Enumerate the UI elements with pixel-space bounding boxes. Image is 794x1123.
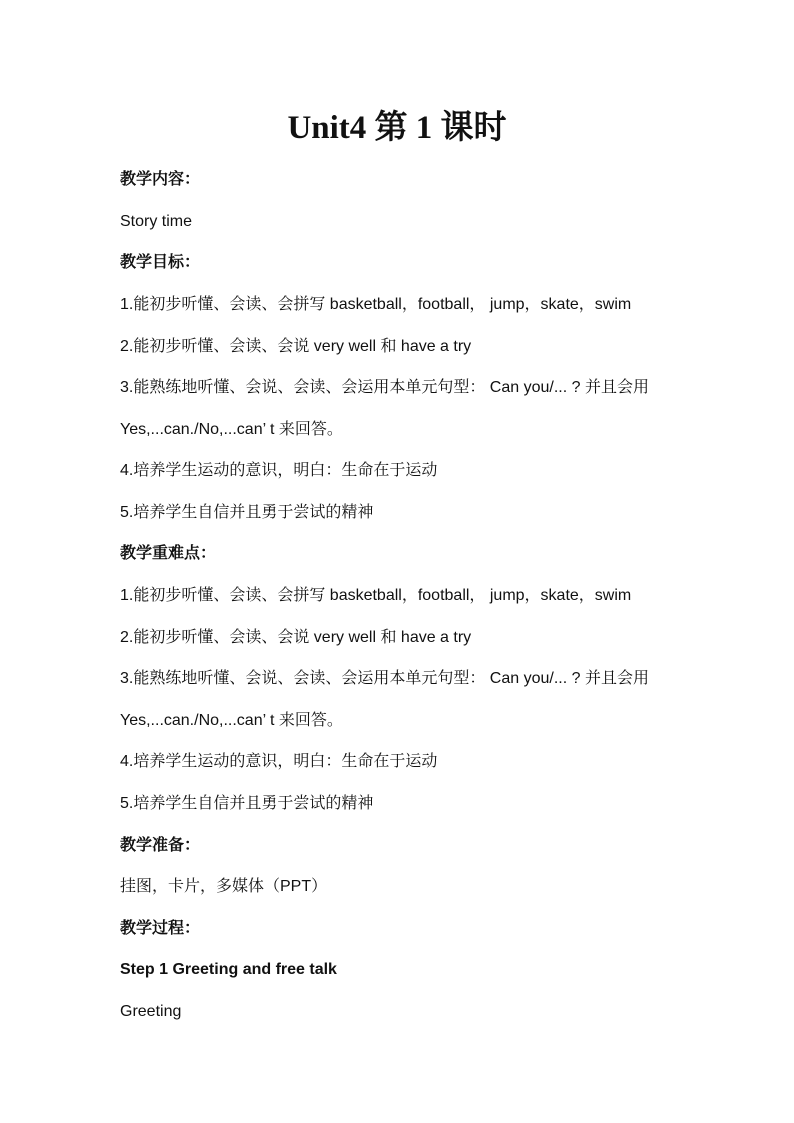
objective-item-4: 4.培养学生运动的意识，明白：生命在于运动: [120, 462, 438, 479]
key-point-item-3: 3.能熟练地听懂、会说、会读、会运用本单元句型： Can you/... ? 并且会用: [120, 670, 649, 687]
objective-item-2: 2.能初步听懂、会读、会说 very well 和 have a try: [120, 338, 472, 355]
preparation-line: 挂图，卡片，多媒体（PPT）: [120, 878, 328, 895]
objective-item-1: 1.能初步听懂、会读、会拼写 basketball，football， jump，skate，swim: [120, 296, 632, 313]
key-point-item-3-continued: Yes,...can./No,...can’ t 来回答。: [120, 712, 343, 729]
step-1-greeting: Greeting: [120, 1003, 182, 1020]
key-point-item-5: 5.培养学生自信并且勇于尝试的精神: [120, 795, 374, 812]
section-heading-objectives: 教学目标：: [120, 254, 201, 271]
objective-item-3-continued: Yes,...can./No,...can’ t 来回答。: [120, 421, 343, 438]
body-line: Story time: [120, 213, 193, 230]
section-heading-preparation: 教学准备：: [120, 837, 201, 854]
objective-item-3: 3.能熟练地听懂、会说、会读、会运用本单元句型： Can you/... ? 并且会用: [120, 379, 649, 396]
page-title: Unit4 第 1 课时: [287, 110, 507, 146]
section-heading-key-points: 教学重难点：: [120, 545, 217, 562]
section-heading-content: 教学内容：: [120, 171, 201, 188]
key-point-item-1: 1.能初步听懂、会读、会拼写 basketball，football， jump，skate，swim: [120, 587, 632, 604]
section-heading-procedure: 教学过程：: [120, 920, 201, 937]
objective-item-5: 5.培养学生自信并且勇于尝试的精神: [120, 504, 374, 521]
step-1-heading: Step 1 Greeting and free talk: [120, 961, 337, 978]
key-point-item-4: 4.培养学生运动的意识，明白：生命在于运动: [120, 753, 438, 770]
key-point-item-2: 2.能初步听懂、会读、会说 very well 和 have a try: [120, 629, 472, 646]
